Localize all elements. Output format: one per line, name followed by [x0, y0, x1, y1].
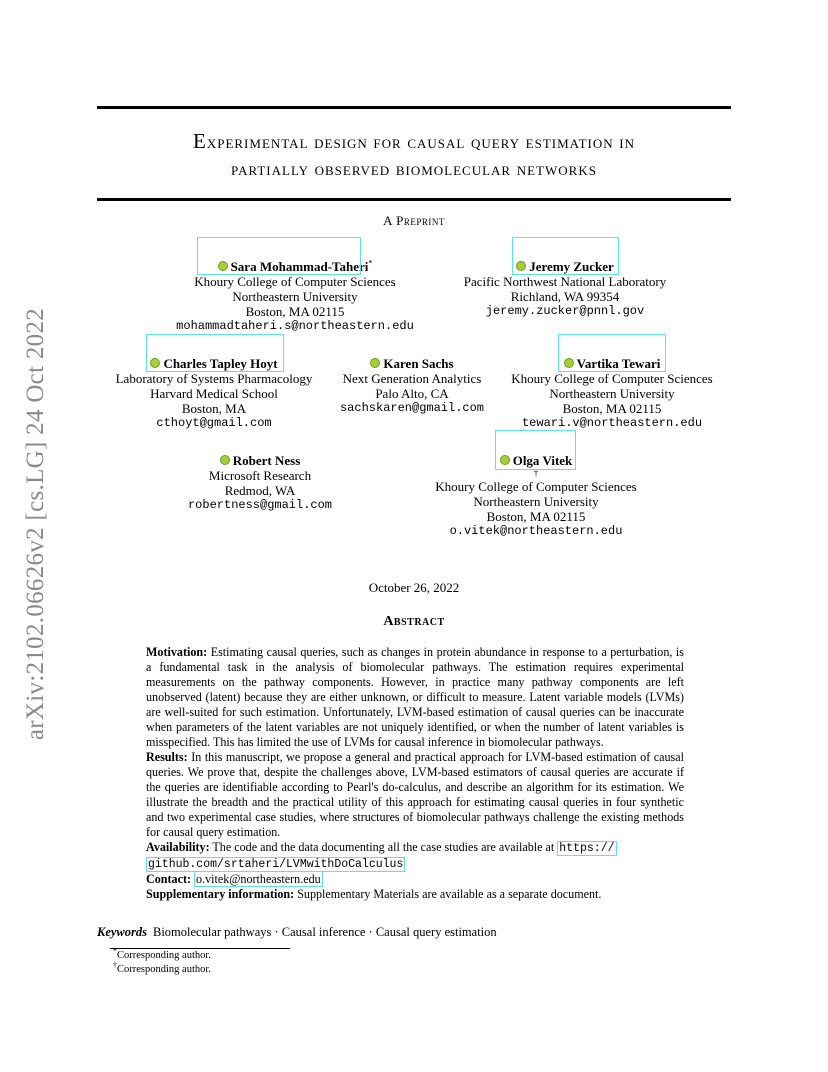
- keywords-label: Keywords: [97, 925, 147, 939]
- author-email: cthoyt@gmail.com: [156, 416, 272, 430]
- author-address: Redmod, WA: [224, 483, 296, 498]
- abstract-contact: [146, 872, 684, 887]
- footnote-mark: *: [113, 946, 117, 956]
- title-bottom-rule: [97, 198, 731, 201]
- link-box[interactable]: [495, 430, 576, 470]
- link-box[interactable]: [558, 334, 666, 372]
- publication-date: October 26, 2022: [368, 580, 460, 595]
- author-address: Boston, MA 02115: [562, 401, 662, 416]
- title-line-2: partially observed biomolecular networks: [231, 160, 597, 180]
- author-affiliation: Next Generation Analytics: [342, 371, 482, 386]
- abstract-heading: Abstract: [383, 614, 445, 629]
- code-repository-link[interactable]: github.com/srtaheri/LVMwithDoCalculus: [148, 858, 404, 871]
- author-affiliation: Khoury College of Computer Sciences: [435, 479, 637, 494]
- author-email: mohammadtaheri.s@northeastern.edu: [176, 319, 414, 333]
- author-address: Boston, MA 02115: [486, 509, 586, 524]
- supplementary-text: Supplementary Materials are available as a separate document.: [297, 887, 602, 901]
- footnote: [113, 946, 211, 961]
- title-top-rule: [97, 106, 731, 109]
- contact-label: Contact:: [146, 872, 192, 886]
- motivation-label: Motivation:: [146, 645, 208, 659]
- author-affiliation: Khoury College of Computer Sciences: [194, 274, 396, 289]
- author-address: Palo Alto, CA: [375, 386, 449, 401]
- title-initial: E: [193, 129, 207, 153]
- author-block: [326, 356, 498, 416]
- abstract-results: [146, 750, 684, 840]
- author-affiliation-line: Harvard Medical School: [150, 386, 278, 401]
- author-email: tewari.v@northeastern.edu: [521, 416, 703, 430]
- abstract-supplementary: [146, 887, 684, 902]
- footnote-mark: †: [533, 468, 539, 478]
- footnote: [113, 960, 211, 975]
- author-email: o.vitek@northeastern.edu: [449, 524, 623, 538]
- author-name[interactable]: Robert Ness: [232, 453, 301, 468]
- abstract-body: [146, 645, 684, 902]
- code-repository-link[interactable]: https://: [559, 842, 615, 855]
- author-affiliation-line: Northeastern University: [549, 386, 675, 401]
- author-affiliation-line: Northeastern University: [473, 494, 599, 509]
- author-name[interactable]: Karen Sachs: [383, 356, 454, 371]
- author-address: Richland, WA 99354: [510, 289, 620, 304]
- results-text: In this manuscript, we propose a general and practical approach for LVM-based estimation of causal queries. We prove that, despite the challenges above, LVM-based estimators of causal queries are accurate if the queries are identifiable according to Pearl's do-calculus, and describe an algorithm for its estimation. We illustrate the breadth and the practical utility of this approach for estimating causal queries in four synthetic and two experimental case studies, where structures of biomolecular pathways challenge the existing methods for causal query estimation.: [146, 750, 684, 839]
- author-name[interactable]: Olga Vitek: [512, 453, 573, 468]
- arxiv-identifier: arXiv:2102.06626v2 [cs.LG] 24 Oct 2022: [22, 307, 49, 741]
- author-name[interactable]: Jeremy Zucker: [529, 259, 614, 274]
- author-name[interactable]: Vartika Tewari: [576, 356, 661, 371]
- orcid-icon[interactable]: [370, 358, 380, 368]
- availability-text: The code and the data documenting all the case studies are available at: [212, 840, 555, 854]
- abstract-availability: [146, 840, 684, 872]
- author-address: Boston, MA 02115: [245, 304, 345, 319]
- orcid-icon[interactable]: [220, 455, 230, 465]
- footnote-mark: †: [113, 960, 117, 970]
- author-block: [180, 453, 340, 513]
- footnote-text: Corresponding author.: [117, 964, 211, 975]
- keywords-list: Biomolecular pathways · Causal inference · Causal query estimation: [153, 925, 497, 939]
- motivation-text: Estimating causal queries, such as changes in protein abundance in response to a perturbation, is a fundamental task in the analysis of biomolecular pathways. The estimation requires experimental measurements on the pathway components. However, in practice many pathway components are left unobserved (latent) because they are either unknown, or difficult to measure. Latent variable models (LVMs) are well-suited for such estimation. Unfortunately, LVM-based estimation of causal queries can be inaccurate when parameters of the latent variables are not uniquely identified, or when the number of latent variables is misspecified. This has limited the use of LVMs for causal inference in biomolecular pathways.: [146, 645, 684, 749]
- link-box[interactable]: [197, 237, 361, 275]
- author-name[interactable]: Charles Tapley Hoyt: [163, 356, 278, 371]
- author-email: robertness@gmail.com: [187, 498, 333, 512]
- author-affiliation: Laboratory of Systems Pharmacology: [115, 371, 313, 386]
- contact-email-link[interactable]: o.vitek@northeastern.edu: [196, 872, 321, 886]
- keywords-line: [97, 925, 497, 940]
- link-box[interactable]: [512, 237, 619, 275]
- author-address: Boston, MA: [181, 401, 247, 416]
- author-name[interactable]: Sara Mohammad-Taheri: [230, 259, 369, 274]
- supplementary-label: Supplementary information:: [146, 887, 295, 901]
- link-box[interactable]: [146, 334, 284, 372]
- author-email: jeremy.zucker@pnnl.gov: [485, 304, 645, 318]
- footnote-rule: [110, 948, 290, 949]
- author-affiliation: Khoury College of Computer Sciences: [511, 371, 713, 386]
- title-line-1: xperimental design for causal query estimation in: [206, 133, 635, 153]
- author-affiliation: Pacific Northwest National Laboratory: [463, 274, 667, 289]
- availability-label: Availability:: [146, 840, 210, 854]
- author-affiliation-line: Northeastern University: [232, 289, 358, 304]
- author-email: sachskaren@gmail.com: [339, 401, 485, 415]
- results-label: Results:: [146, 750, 188, 764]
- paper-title: [97, 128, 731, 184]
- footnote-mark: *: [368, 258, 373, 268]
- footnote-text: Corresponding author.: [117, 950, 211, 961]
- preprint-label: A Preprint: [383, 213, 445, 228]
- abstract-motivation: [146, 645, 684, 750]
- author-affiliation: Microsoft Research: [208, 468, 312, 483]
